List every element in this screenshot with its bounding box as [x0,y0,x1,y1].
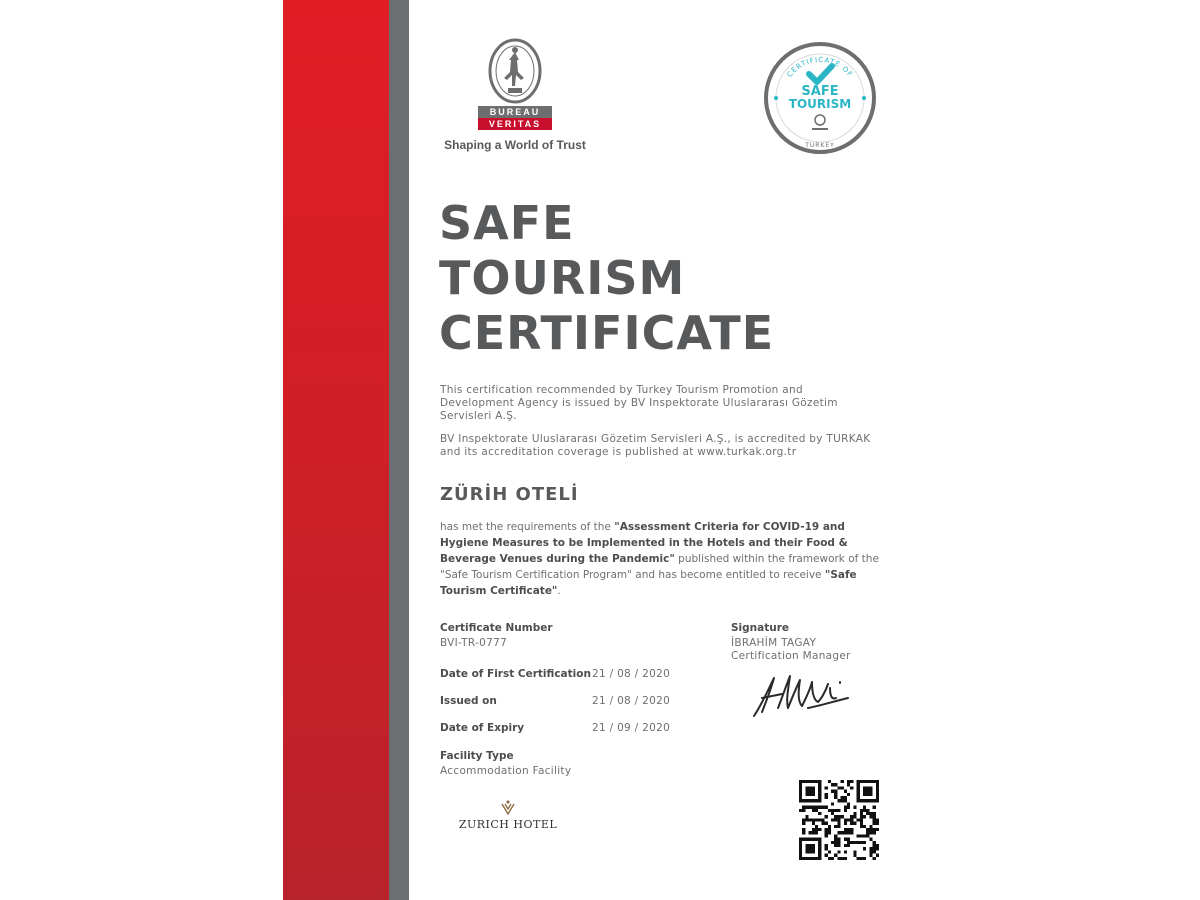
signature-label: Signature [731,622,790,634]
req-text-2: published within the framework of the "Safe Tourism Certification Program" and has become entitled to receive [440,553,879,581]
facility-type-value: Accommodation Facility [440,765,572,777]
signatory-title: Certification Manager [731,650,851,662]
issued-label: Issued on [440,695,497,707]
signatory-name: İBRAHİM TAGAY [731,637,817,649]
bureau-veritas-emblem-icon [488,38,542,104]
issued-value: 21 / 08 / 2020 [592,695,671,707]
req-text-3: . [557,585,561,597]
bureau-word: BUREAU [478,106,552,118]
certificate-holder-name: ZÜRİH OTELİ [440,484,579,505]
red-side-band [283,0,389,900]
expiry-label: Date of Expiry [440,722,525,734]
bv-tagline: Shaping a World of Trust [444,138,586,152]
hotel-crest-icon [500,800,516,818]
expiry-value: 21 / 09 / 2020 [592,722,671,734]
svg-text:TURKEY: TURKEY [805,142,835,149]
certificate-title [439,196,859,361]
grey-side-band [389,0,409,900]
requirements-statement [440,519,885,599]
bureau-veritas-logo [440,38,590,158]
intro-paragraph-2: BV Inspektorate Uluslararası Gözetim Servisleri A.Ş., is accredited by TURKAK and its accreditation coverage is published at www.turkak.org.tr [440,433,871,458]
title-line-1: SAFE [439,196,575,250]
svg-text:TOURISM: TOURISM [788,97,852,111]
svg-text:SAFE: SAFE [801,84,839,99]
title-line-3: CERTIFICATE [439,306,775,360]
title-line-2: TOURISM [439,251,686,305]
handwritten-signature [748,668,852,724]
req-certificate-name: "Safe Tourism Certificate" [440,569,857,597]
zurich-hotel-logo [458,800,558,840]
req-criteria: "Assessment Criteria for COVID-19 and Hygiene Measures to be Implemented in the Hotels and their Food & Beverage Venues during the Pandemic" [440,521,848,565]
svg-text:CERTIFICATE OF: CERTIFICATE OF [785,55,855,79]
veritas-word: VERITAS [478,118,552,130]
req-text-1: has met the requirements of the [440,521,615,533]
intro-paragraph-1: This certification recommended by Turkey Tourism Promotion and Development Agency is issued by BV Inspektorate Uluslararası Gözetim Servisleri A.Ş. [440,384,838,422]
hotel-logo-text: ZURICH HOTEL [458,818,558,831]
first-cert-value: 21 / 08 / 2020 [592,668,671,680]
facility-type-label: Facility Type [440,750,514,762]
safe-tourism-seal [762,40,878,156]
cert-number-label: Certificate Number [440,622,553,634]
first-cert-label: Date of First Certification [440,668,591,680]
qr-code[interactable] [799,780,879,860]
cert-number-value: BVI-TR-0777 [440,637,508,649]
